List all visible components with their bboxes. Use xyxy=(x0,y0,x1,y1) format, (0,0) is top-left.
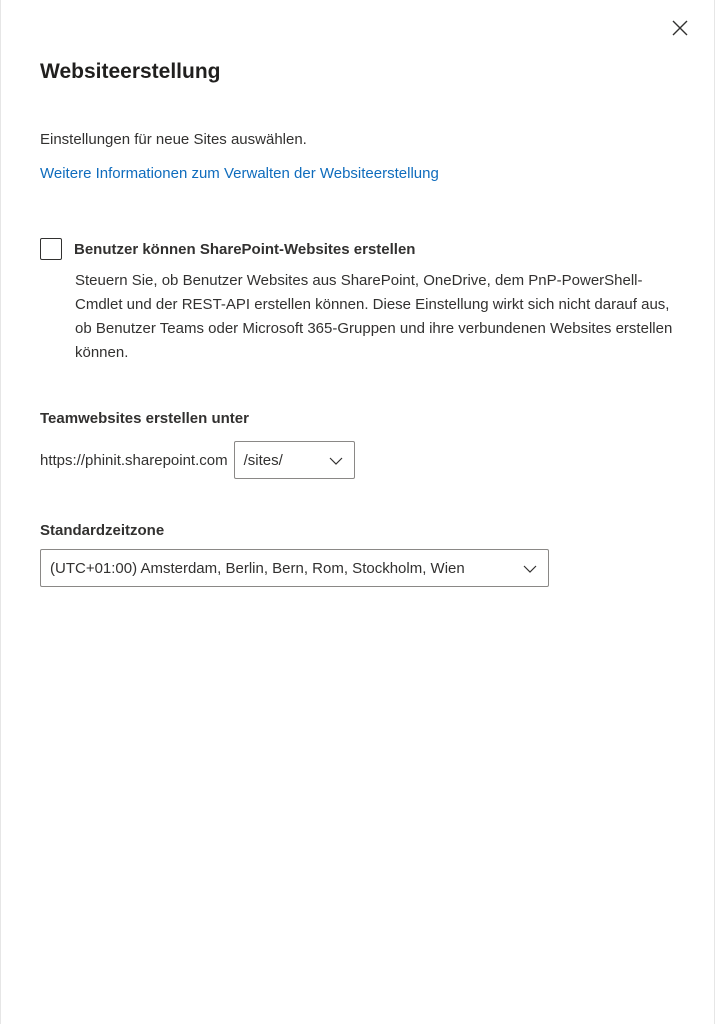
team-sites-label: Teamwebsites erstellen unter xyxy=(40,410,249,427)
learn-more-link[interactable]: Weitere Informationen zum Verwalten der Websiteerstellung xyxy=(40,165,439,182)
timezone-value: (UTC+01:00) Amsterdam, Berlin, Bern, Rom, Stockholm, Wien xyxy=(50,559,465,577)
site-path-value: /sites/ xyxy=(243,451,283,469)
team-sites-url-row xyxy=(40,441,355,479)
site-path-dropdown[interactable] xyxy=(234,441,355,479)
url-prefix: https://phinit.sharepoint.com xyxy=(40,451,228,469)
site-creation-checkbox-label[interactable]: Benutzer können SharePoint-Websites erstellen xyxy=(74,240,416,258)
close-button[interactable] xyxy=(666,14,694,42)
timezone-label: Standardzeitzone xyxy=(40,522,165,539)
panel-title: Websiteerstellung xyxy=(40,60,221,83)
site-creation-checkbox[interactable] xyxy=(40,238,62,260)
intro-text: Einstellungen für neue Sites auswählen. xyxy=(40,131,307,148)
chevron-down-icon xyxy=(522,561,538,577)
site-creation-description: Steuern Sie, ob Benutzer Websites aus SharePoint, OneDrive, dem PnP-PowerShell-Cmdlet und der REST-API erstellen können. Diese Einstellung wirkt sich nicht darauf aus, ob Benutzer Teams oder Microsoft 365-Gruppen und ihre verbundenen Websites erstellen können. xyxy=(75,272,673,361)
timezone-dropdown[interactable] xyxy=(40,549,549,587)
site-creation-checkbox-row[interactable] xyxy=(40,238,415,260)
chevron-down-icon xyxy=(328,453,344,469)
close-icon xyxy=(672,20,688,36)
